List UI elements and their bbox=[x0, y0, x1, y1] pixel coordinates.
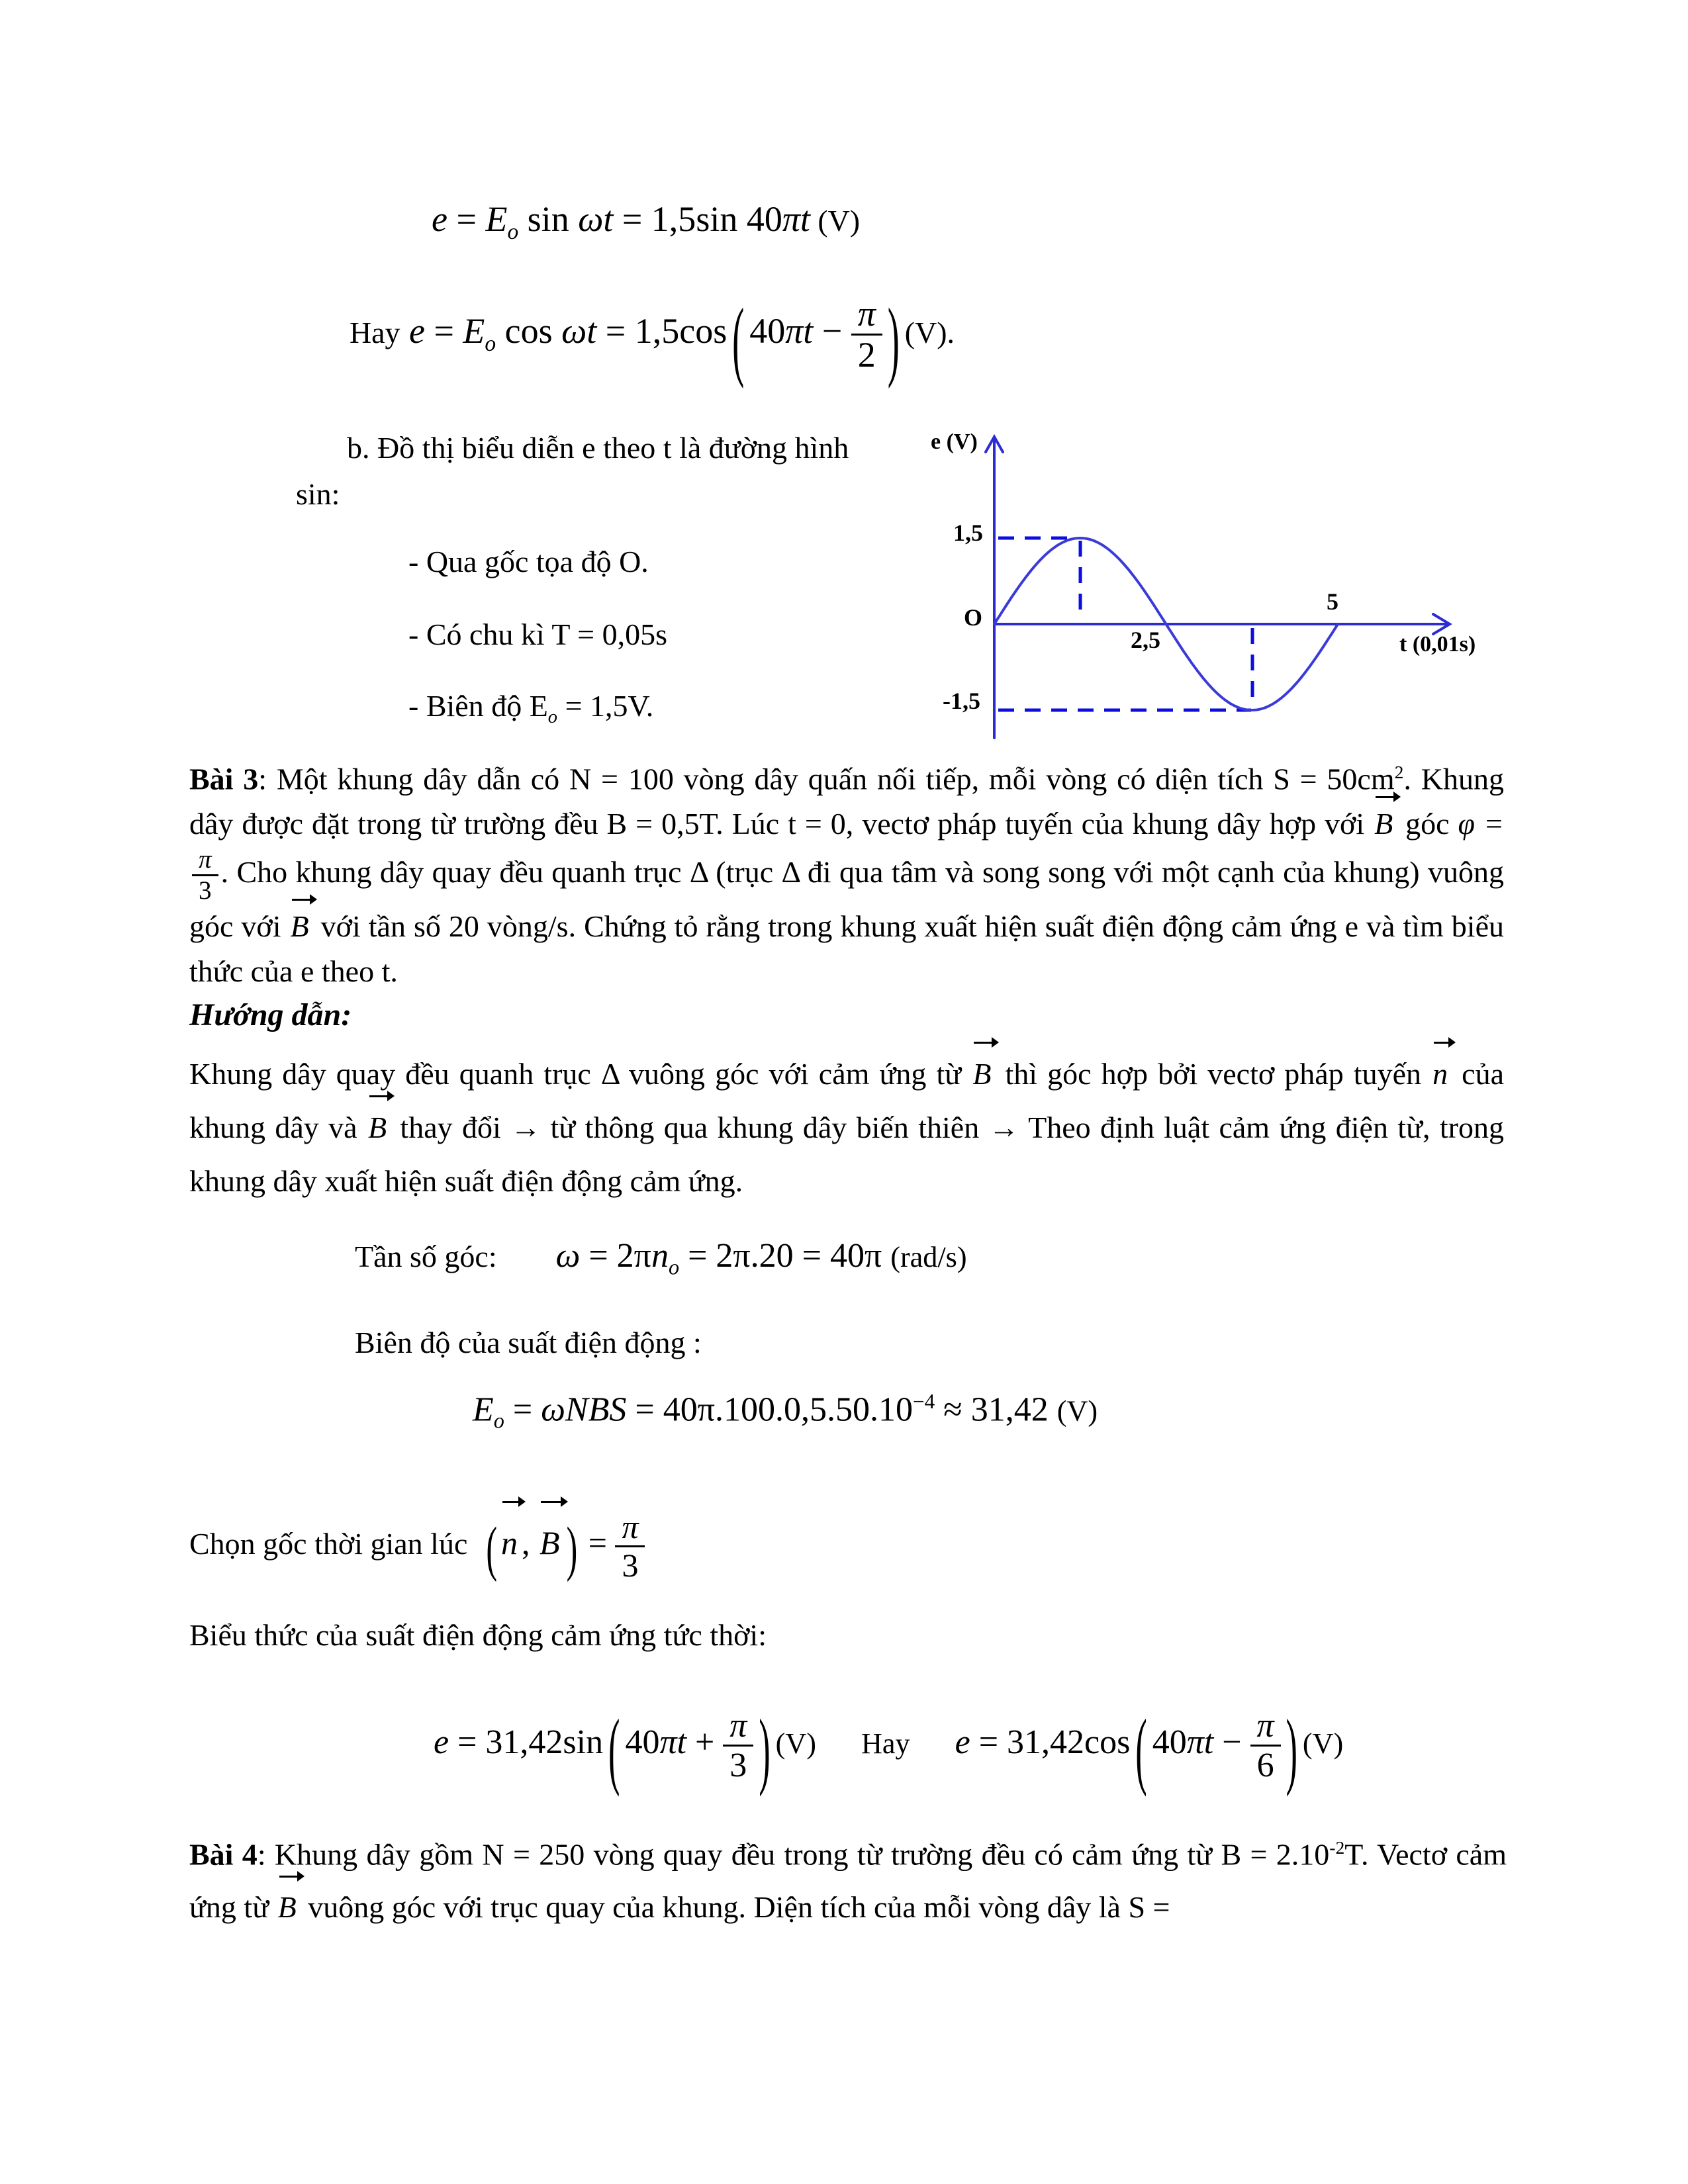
math-unit: (V) bbox=[810, 204, 861, 238]
math-sub: o bbox=[485, 331, 496, 356]
problem-3-text: với tần số 20 vòng/s. Chứng tỏ rằng trong khung xuất hiện suất điện động cảm ứng e và tìm biểu thức của e theo t. bbox=[189, 909, 1504, 989]
math-var: πt bbox=[659, 1723, 686, 1761]
problem-3-paragraph bbox=[189, 750, 1504, 994]
math-op: ≈ 31,42 bbox=[935, 1390, 1057, 1429]
angular-frequency-line bbox=[355, 1236, 967, 1279]
fraction-denominator: 3 bbox=[192, 874, 218, 904]
math-var: πt bbox=[785, 311, 814, 351]
math-unit: (V) bbox=[1302, 1727, 1344, 1760]
item-b-text: b. Đồ thị biểu diễn e theo t là đường hình bbox=[347, 431, 849, 465]
math-num: 40 bbox=[625, 1723, 660, 1761]
math-fn: sin bbox=[696, 199, 738, 239]
math-var: ωNBS bbox=[541, 1390, 627, 1429]
math-var: ωt bbox=[569, 199, 614, 239]
fraction-denominator: 3 bbox=[723, 1745, 753, 1783]
math-sub: o bbox=[507, 219, 519, 244]
problem-3-label: Bài 3 bbox=[189, 762, 259, 796]
math-op: − bbox=[813, 311, 851, 351]
math-var: e bbox=[408, 311, 425, 351]
angular-frequency-label: Tần số góc: bbox=[355, 1240, 497, 1273]
left-paren: ( bbox=[1135, 1704, 1147, 1798]
math-op: − bbox=[1213, 1723, 1250, 1761]
superscript: −4 bbox=[912, 1390, 935, 1413]
graph-origin-label: O bbox=[964, 604, 983, 631]
problem-3-text: . Khung dây được đặt trong từ trường đều B = 0,5T. Lúc t = 0, vectơ pháp tuyến của khung dây hợp với bbox=[189, 762, 1504, 841]
item-b-line2 bbox=[296, 474, 340, 515]
solution-paragraph bbox=[189, 1047, 1504, 1208]
solution-text: Khung dây quay đều quanh trục Δ vuông góc với cảm ứng từ bbox=[189, 1057, 972, 1091]
math-fn: sin bbox=[563, 1723, 604, 1761]
math-op: = 1,5 bbox=[596, 311, 680, 351]
graph-ytick-max: 1,5 bbox=[953, 520, 983, 546]
fraction-pi-6 bbox=[1250, 1708, 1281, 1783]
bullet-origin bbox=[408, 541, 649, 582]
vector-B: B bbox=[291, 904, 309, 949]
math-var: E bbox=[473, 1390, 494, 1429]
amplitude-heading-text: Biên độ của suất điện động : bbox=[355, 1326, 702, 1359]
vector-B: B bbox=[972, 1047, 991, 1101]
problem-4-text: : Khung dây gồm N = 250 vòng quay đều trong từ trường đều có cảm ứng từ B = 2.10 bbox=[257, 1837, 1330, 1872]
solution-text: thì góc hợp bởi vectơ pháp tuyến bbox=[995, 1057, 1432, 1091]
math-op: = 1,5 bbox=[613, 199, 696, 239]
graph-y-axis-label: e (V) bbox=[931, 430, 978, 454]
problem-3-text: góc bbox=[1397, 807, 1458, 841]
formula-n-B-angle bbox=[483, 1508, 645, 1584]
fraction-numerator: π bbox=[857, 294, 876, 334]
bullet-text: - Qua gốc tọa độ O. bbox=[408, 545, 649, 578]
solution-text: của khung dây và bbox=[189, 1057, 1504, 1144]
math-op: = 2π.20 = 40π bbox=[679, 1237, 891, 1275]
math-fn: sin bbox=[527, 199, 569, 239]
math-op: , bbox=[522, 1524, 539, 1561]
math-var: πt bbox=[782, 199, 810, 239]
graph-xtick-half: 2,5 bbox=[1131, 627, 1160, 653]
math-op: + bbox=[686, 1723, 724, 1761]
fraction-pi-3 bbox=[723, 1708, 753, 1783]
left-paren: ( bbox=[732, 290, 745, 390]
math-op: = 31,42 bbox=[970, 1723, 1085, 1761]
formula-e-sin bbox=[432, 199, 860, 245]
fraction-denominator: 3 bbox=[615, 1545, 645, 1582]
math-num: 40 bbox=[737, 199, 782, 239]
math-op: = bbox=[447, 199, 486, 239]
math-var: ωt bbox=[552, 311, 597, 351]
time-origin-text: Chọn gốc thời gian lúc bbox=[189, 1527, 468, 1561]
solution-heading bbox=[189, 997, 352, 1033]
vector-n: n bbox=[501, 1506, 518, 1579]
bullet-text: = 1,5V. bbox=[557, 689, 654, 723]
hay-word: Hay bbox=[350, 316, 400, 349]
solution-heading-text: Hướng dẫn: bbox=[189, 997, 352, 1032]
left-paren: ( bbox=[608, 1704, 620, 1798]
problem-4-text: T. Vectơ cảm ứng từ bbox=[189, 1837, 1507, 1925]
math-unit: (V) bbox=[1056, 1394, 1098, 1428]
formula-e-cos bbox=[350, 283, 955, 392]
bullet-text: - Biên độ E bbox=[408, 689, 548, 723]
superscript: 2 bbox=[1394, 762, 1404, 782]
expression-heading-text: Biểu thức của suất điện động cảm ứng tức thời: bbox=[189, 1618, 767, 1652]
emf-time-graph bbox=[907, 420, 1489, 745]
expression-heading bbox=[189, 1615, 767, 1656]
graph-ytick-min: -1,5 bbox=[943, 688, 980, 714]
fraction-denominator: 2 bbox=[851, 334, 882, 373]
math-var: n bbox=[651, 1237, 669, 1275]
math-fn: cos bbox=[504, 311, 553, 351]
math-fn: cos bbox=[1084, 1723, 1131, 1761]
right-paren: ) bbox=[566, 1514, 578, 1582]
math-op: = bbox=[424, 311, 463, 351]
math-op: = 2π bbox=[580, 1237, 651, 1275]
fraction-pi-3 bbox=[615, 1510, 645, 1582]
graph-xtick-period: 5 bbox=[1327, 588, 1338, 615]
math-unit: (V). bbox=[904, 316, 955, 349]
sine-wave-chart bbox=[907, 420, 1489, 745]
math-unit: (rad/s) bbox=[890, 1241, 967, 1273]
problem-4-paragraph bbox=[189, 1821, 1507, 1934]
math-var: e bbox=[434, 1723, 449, 1761]
right-paren: ) bbox=[1286, 1704, 1297, 1798]
amplitude-heading bbox=[355, 1322, 702, 1363]
math-op: = 40π.100.0,5.50.10 bbox=[626, 1390, 913, 1429]
math-sub: o bbox=[493, 1408, 504, 1433]
math-num: 40 bbox=[1152, 1723, 1187, 1761]
math-unit: (V) bbox=[775, 1727, 816, 1760]
time-origin-line bbox=[189, 1506, 645, 1588]
vector-B: B bbox=[368, 1101, 387, 1154]
math-var: φ = bbox=[1458, 807, 1504, 841]
math-var: ω bbox=[555, 1237, 581, 1275]
math-var: e bbox=[955, 1723, 970, 1761]
fraction-pi-2 bbox=[851, 296, 882, 373]
math-var: E bbox=[485, 199, 508, 239]
vector-B: B bbox=[278, 1881, 297, 1934]
item-b-line1 bbox=[347, 428, 849, 469]
problem-3-text: . Cho khung dây quay đều quanh trục Δ (trục Δ đi qua tâm và song song với một cạnh của khung) vuông góc với bbox=[189, 855, 1504, 944]
math-op: = bbox=[580, 1524, 616, 1561]
math-sub: o bbox=[547, 707, 558, 728]
hay-word: Hay bbox=[861, 1727, 910, 1760]
superscript: -2 bbox=[1329, 1837, 1345, 1858]
formula-omega bbox=[555, 1237, 967, 1279]
fraction-numerator: π bbox=[622, 1508, 639, 1546]
vector-B: B bbox=[539, 1506, 560, 1579]
fraction-denominator: 6 bbox=[1250, 1745, 1281, 1783]
item-b-text2: sin: bbox=[296, 477, 340, 511]
math-var: πt bbox=[1186, 1723, 1214, 1761]
problem-3-text: : Một khung dây dẫn có N = 100 vòng dây quấn nối tiếp, mỗi vòng có diện tích S = 50cm bbox=[258, 762, 1395, 796]
math-var: E bbox=[463, 311, 485, 351]
formula-E0 bbox=[473, 1390, 1098, 1433]
bullet-amplitude bbox=[408, 686, 653, 738]
math-op: = 31,42 bbox=[449, 1723, 563, 1761]
bullet-period bbox=[408, 614, 667, 655]
problem-4-text: vuông góc với trục quay của khung. Diện tích của mỗi vòng dây là S = bbox=[300, 1890, 1170, 1925]
math-var: e bbox=[432, 199, 447, 239]
right-paren: ) bbox=[887, 290, 900, 390]
fraction-numerator: π bbox=[729, 1706, 747, 1745]
graph-x-axis-label: t (0,01s) bbox=[1399, 632, 1476, 657]
left-paren: ( bbox=[486, 1514, 498, 1582]
math-num: 40 bbox=[749, 311, 786, 351]
problem-4-label: Bài 4 bbox=[189, 1837, 258, 1872]
vector-n: n bbox=[1432, 1047, 1448, 1101]
bullet-text: - Có chu kì T = 0,05s bbox=[408, 617, 667, 651]
fraction-numerator: π bbox=[1256, 1706, 1274, 1745]
math-fn: cos bbox=[679, 311, 727, 351]
math-op: = bbox=[504, 1390, 541, 1429]
vector-B: B bbox=[1374, 801, 1393, 846]
math-sub: o bbox=[668, 1255, 680, 1279]
solution-text: thay đổi → từ thông qua khung dây biến thiên → Theo định luật cảm ứng điện từ, trong khung dây xuất hiện suất điện động cảm ứng. bbox=[189, 1111, 1504, 1198]
fraction-pi-3 bbox=[192, 846, 218, 904]
fraction-numerator: π bbox=[199, 845, 212, 874]
right-paren: ) bbox=[759, 1704, 771, 1798]
formula-final bbox=[434, 1693, 1343, 1801]
